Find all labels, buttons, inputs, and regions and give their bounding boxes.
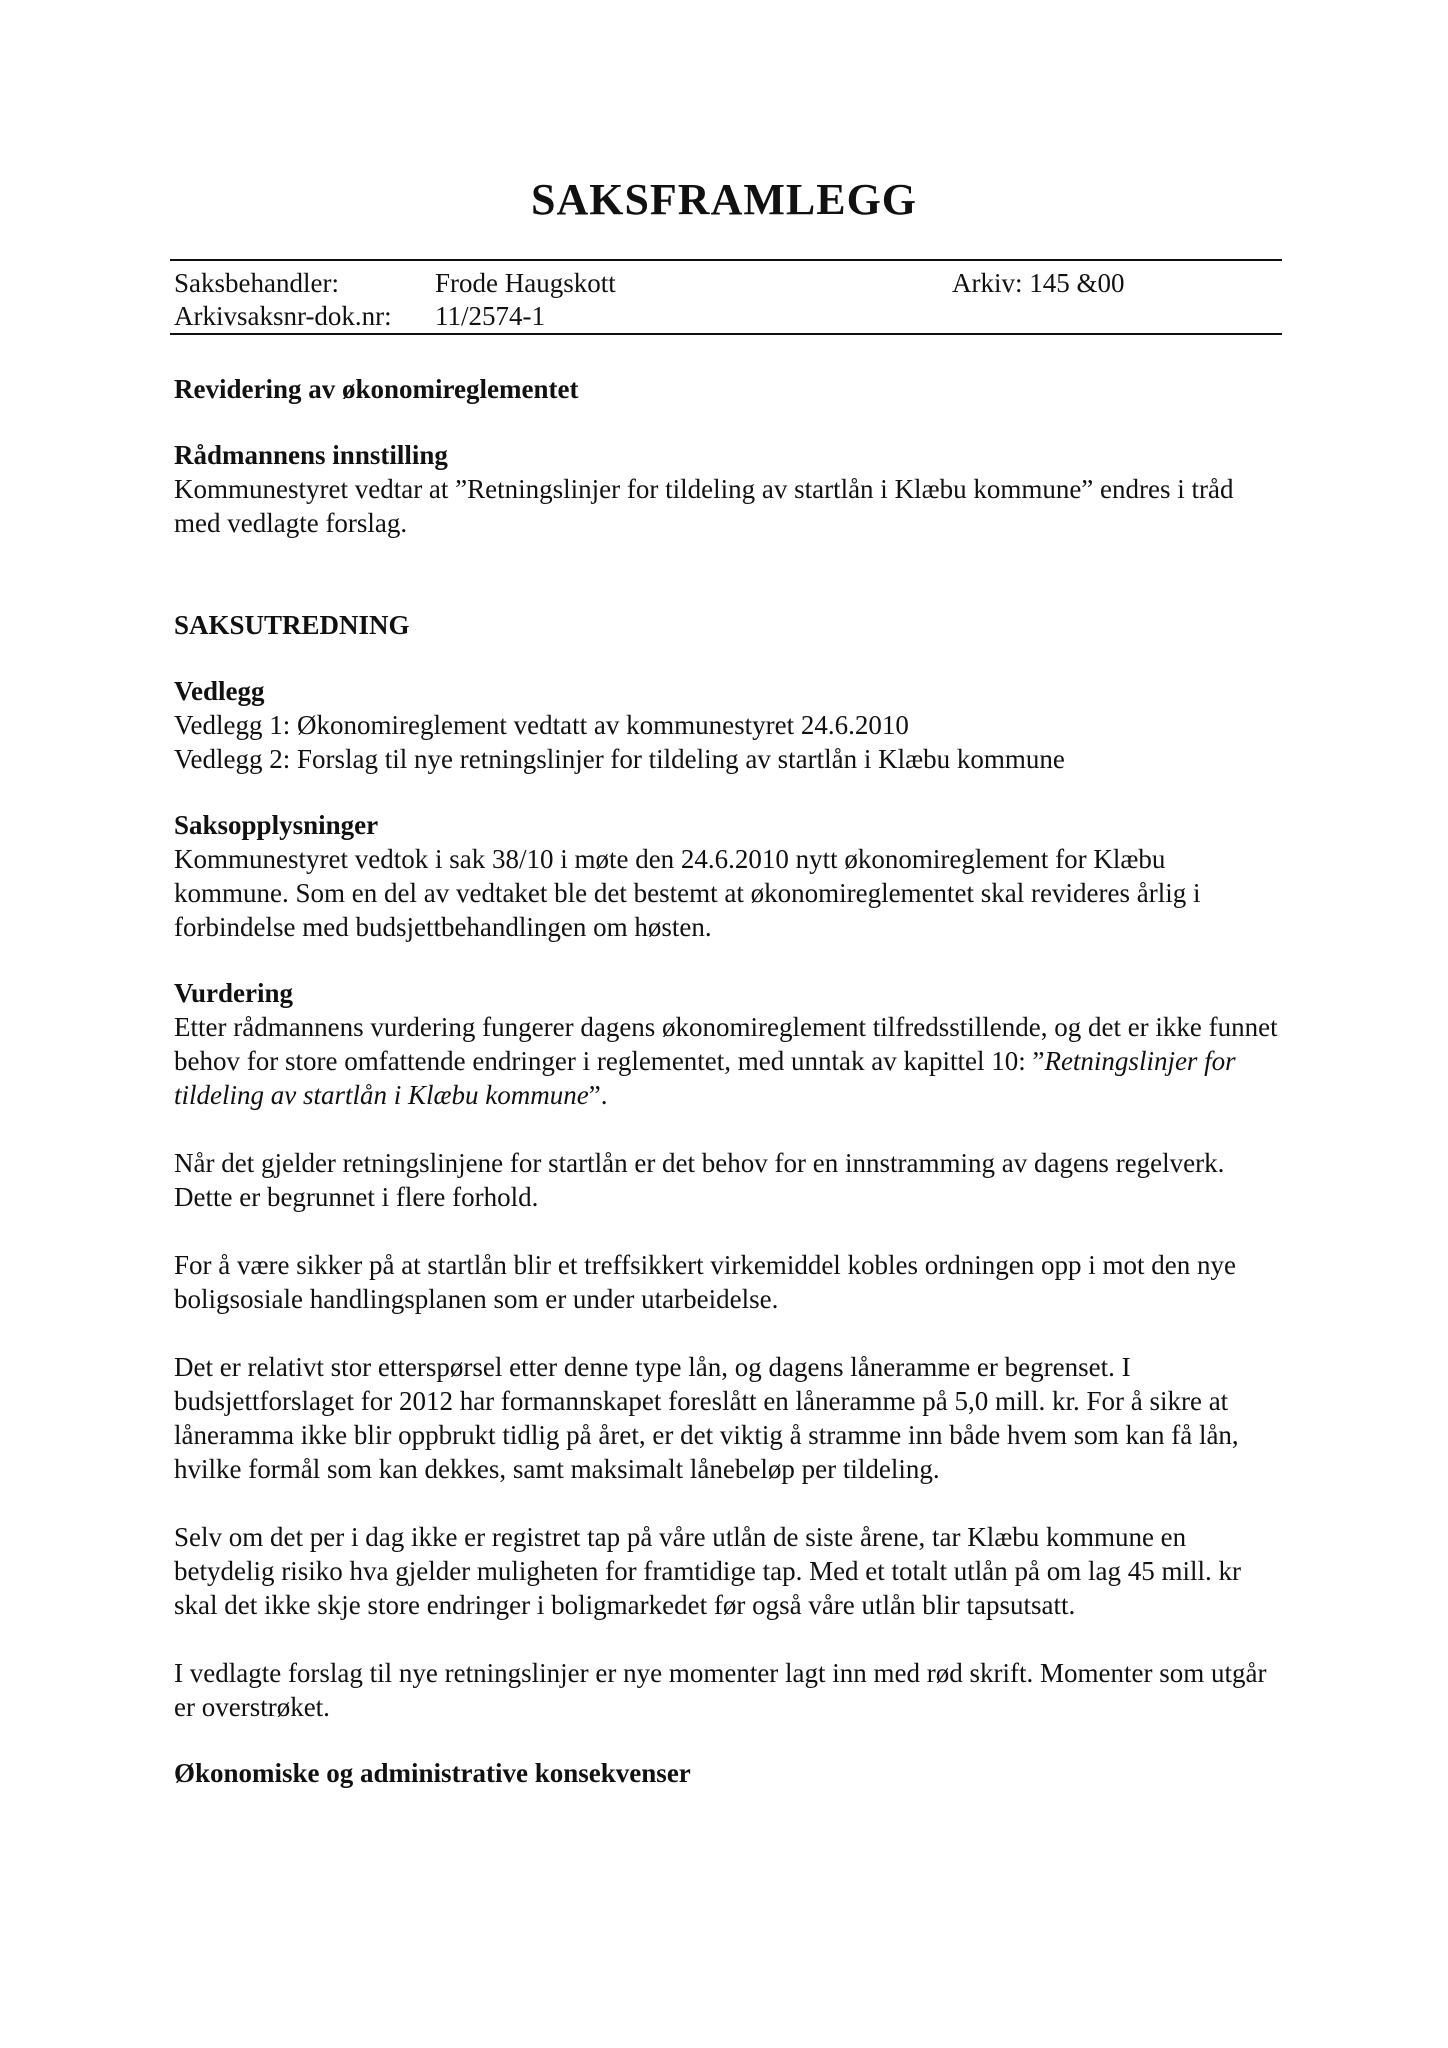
document-body [174,372,1282,1790]
vurdering-paragraph: Det er relativt stor etterspørsel etter denne type lån, og dagens låneramme er begrenset. I budsjettforslaget for 2012 har formannskapet foreslått en låneramme på 5,0 mill. kr. For å sikre at låneramma ikke blir oppbrukt tidlig på året, er det viktig å stramme inn både hvem som kan få lån, hvilke formål som kan dekkes, samt maksimalt lånebeløp per tildeling. [174,1352,1239,1484]
saksopplysninger-text: Kommunestyret vedtok i sak 38/10 i møte den 24.6.2010 nytt økonomireglement for Klæbu kommune. Som en del av vedtaket ble det bestemt at økonomireglementet skal revideres årlig i forbindelse med budsjettbehandlingen om høsten. [174,844,1201,942]
vurdering-heading: Vurdering [174,978,294,1008]
vurdering-intro-end: ”. [588,1080,608,1110]
header-top-rule [170,259,1282,261]
vurdering-intro-text: Etter rådmannens vurdering fungerer dagens økonomireglement tilfredsstillende, og det er ikke funnet behov for store omfattende endringer i reglementet, med unntak av kapittel 10: ” [174,1012,1278,1076]
recommendation-heading: Rådmannens innstilling [174,440,448,470]
saksbehandler-value: Frode Haugskott [435,268,616,298]
konsekvenser-heading: Økonomiske og administrative konsekvenser [174,1758,691,1788]
vurdering-intro [174,1010,1282,1112]
saksutredning-heading: SAKSUTREDNING [174,610,410,640]
vedlegg-heading: Vedlegg [174,676,265,706]
vedlegg-item: Vedlegg 2: Forslag til nye retningslinjer for tildeling av startlån i Klæbu kommune [174,744,1065,774]
vurdering-paragraph: For å være sikker på at startlån blir et treffsikkert virkemiddel kobles ordningen opp i mot den nye boligsosiale handlingsplanen som er under utarbeidelse. [174,1250,1236,1314]
saksbehandler-label: Saksbehandler: [174,268,339,298]
document-title: SAKSFRAMLEGG [530,175,918,224]
vurdering-intro-italic: Retningslinjer for tildeling av startlån i Klæbu kommune [174,1046,1236,1110]
vurdering-paragraph: Selv om det per i dag ikke er registret tap på våre utlån de siste årene, tar Klæbu kommune en betydelig risiko hva gjelder muligheten for framtidige tap. Med et totalt utlån på om lag 45 mill. kr skal det ikke skje store endringer i boligmarkedet før også våre utlån blir tapsutsatt. [174,1522,1241,1620]
vurdering-paragraph: Når det gjelder retningslinjene for startlån er det behov for en innstramming av dagens regelverk. Dette er begrunnet i flere forhold. [174,1148,1225,1212]
recommendation-text: Kommunestyret vedtar at ”Retningslinjer for tildeling av startlån i Klæbu kommune” endres i tråd med vedlagte forslag. [174,474,1234,538]
case-title: Revidering av økonomireglementet [174,374,579,404]
arkiv-code: Arkiv: 145 &00 [952,268,1125,298]
arkivsaksnr-value: 11/2574-1 [435,301,545,331]
vurdering-paragraph: I vedlagte forslag til nye retningslinjer er nye momenter lagt inn med rød skrift. Momenter som utgår er overstrøket. [174,1658,1267,1722]
vedlegg-item: Vedlegg 1: Økonomireglement vedtatt av kommunestyret 24.6.2010 [174,710,909,740]
header-bottom-rule [170,333,1282,335]
arkivsaksnr-label: Arkivsaksnr-dok.nr: [174,301,392,331]
saksopplysninger-heading: Saksopplysninger [174,810,379,840]
